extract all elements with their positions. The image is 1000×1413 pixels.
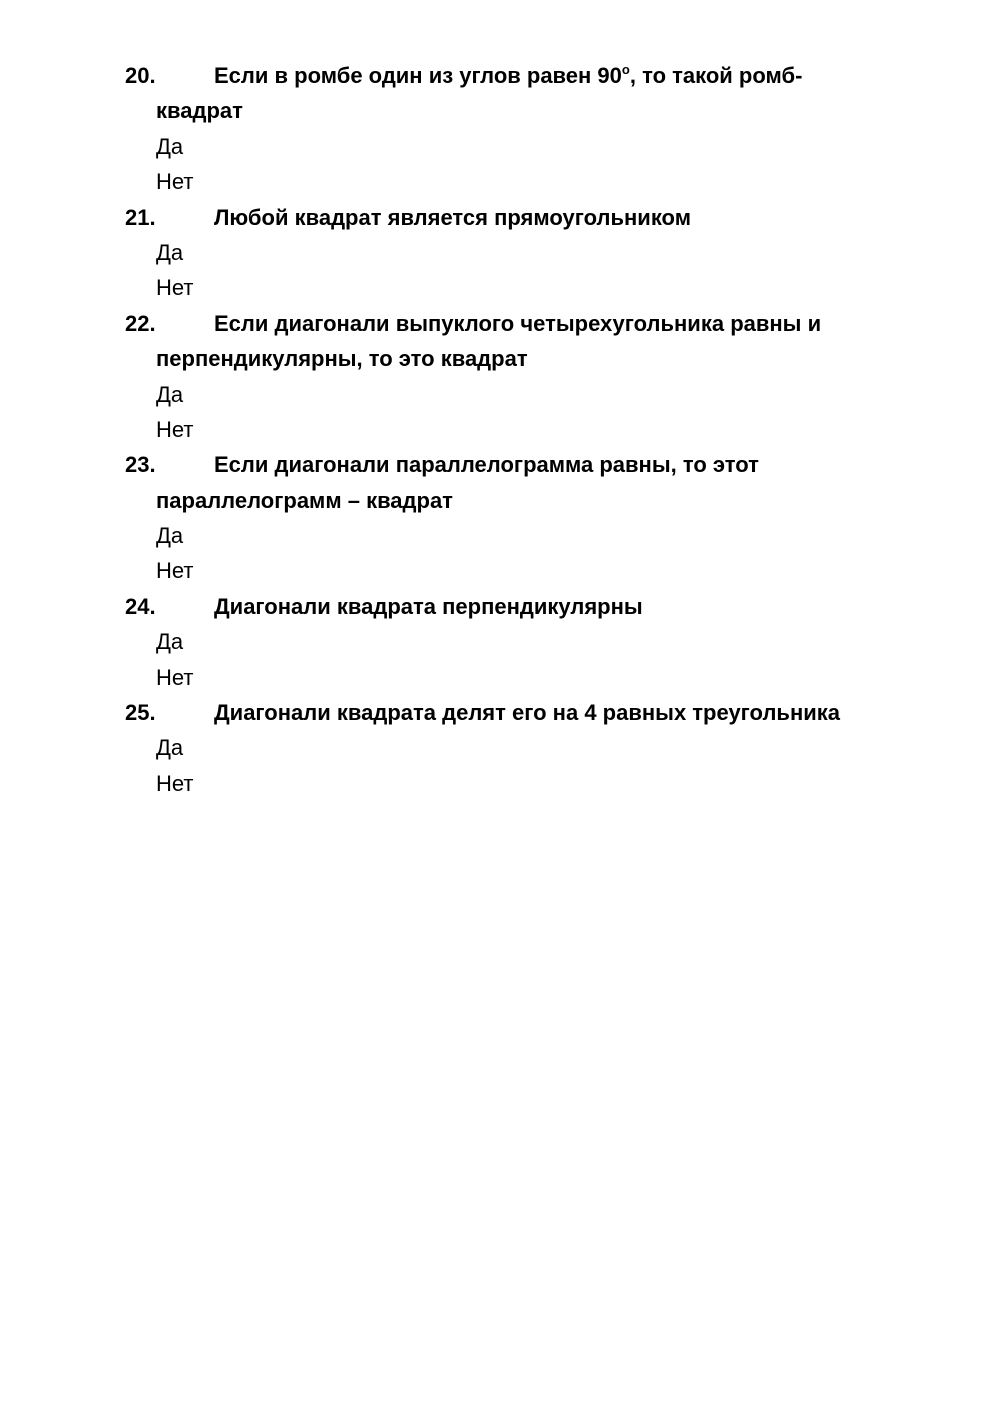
question-23 [0,447,1000,589]
question-line [0,58,1000,93]
question-text: Диагонали квадрата перпендикулярны [214,593,643,619]
question-line-continuation [0,93,1000,128]
answer-option-yes[interactable]: Да [156,239,184,265]
question-number: 21. [125,204,156,230]
question-line [0,200,1000,235]
question-24 [0,589,1000,695]
answer-option-no[interactable]: Нет [156,770,194,796]
question-number: 24. [125,593,156,619]
question-line [0,589,1000,624]
question-line [0,695,1000,730]
answer-option-no[interactable]: Нет [156,416,194,442]
question-text: Если диагонали выпуклого четырехугольника равны и [214,310,822,336]
question-line [0,306,1000,341]
question-number: 25. [125,700,156,726]
question-text-continuation: квадрат [156,98,243,124]
answer-option-yes[interactable]: Да [156,735,184,761]
question-number: 23. [125,452,156,478]
question-text: Любой квадрат является прямоугольником [214,204,691,230]
question-text-continuation: перпендикулярны, то это квадрат [156,346,528,372]
answer-option-no[interactable]: Нет [156,169,194,195]
question-text-part: , то такой ромб- [629,63,803,88]
degree-superscript: o [621,62,630,77]
question-text: Диагонали квадрата делят его на 4 равных треугольника [214,700,841,726]
answer-option-yes[interactable]: Да [156,629,184,655]
answer-option-yes[interactable]: Да [156,133,184,159]
question-21 [0,200,1000,306]
question-25 [0,695,1000,801]
answer-option-no[interactable]: Нет [156,664,194,690]
answer-option-no[interactable]: Нет [156,558,194,584]
question-number: 22. [125,310,156,336]
question-text: Если диагонали параллелограмма равны, то этот [214,452,759,478]
question-text [214,58,802,96]
question-20 [0,58,1000,200]
question-line-continuation [0,483,1000,518]
question-line [0,447,1000,482]
question-22 [0,306,1000,448]
question-text-part: Если в ромбе один из углов равен 90 [214,63,622,88]
answer-option-yes[interactable]: Да [156,523,184,549]
worksheet [0,58,1000,801]
answer-option-no[interactable]: Нет [156,275,194,301]
question-line-continuation [0,341,1000,376]
question-number: 20. [125,63,156,88]
answer-option-yes[interactable]: Да [156,381,184,407]
question-text-continuation: параллелограмм – квадрат [156,487,453,513]
